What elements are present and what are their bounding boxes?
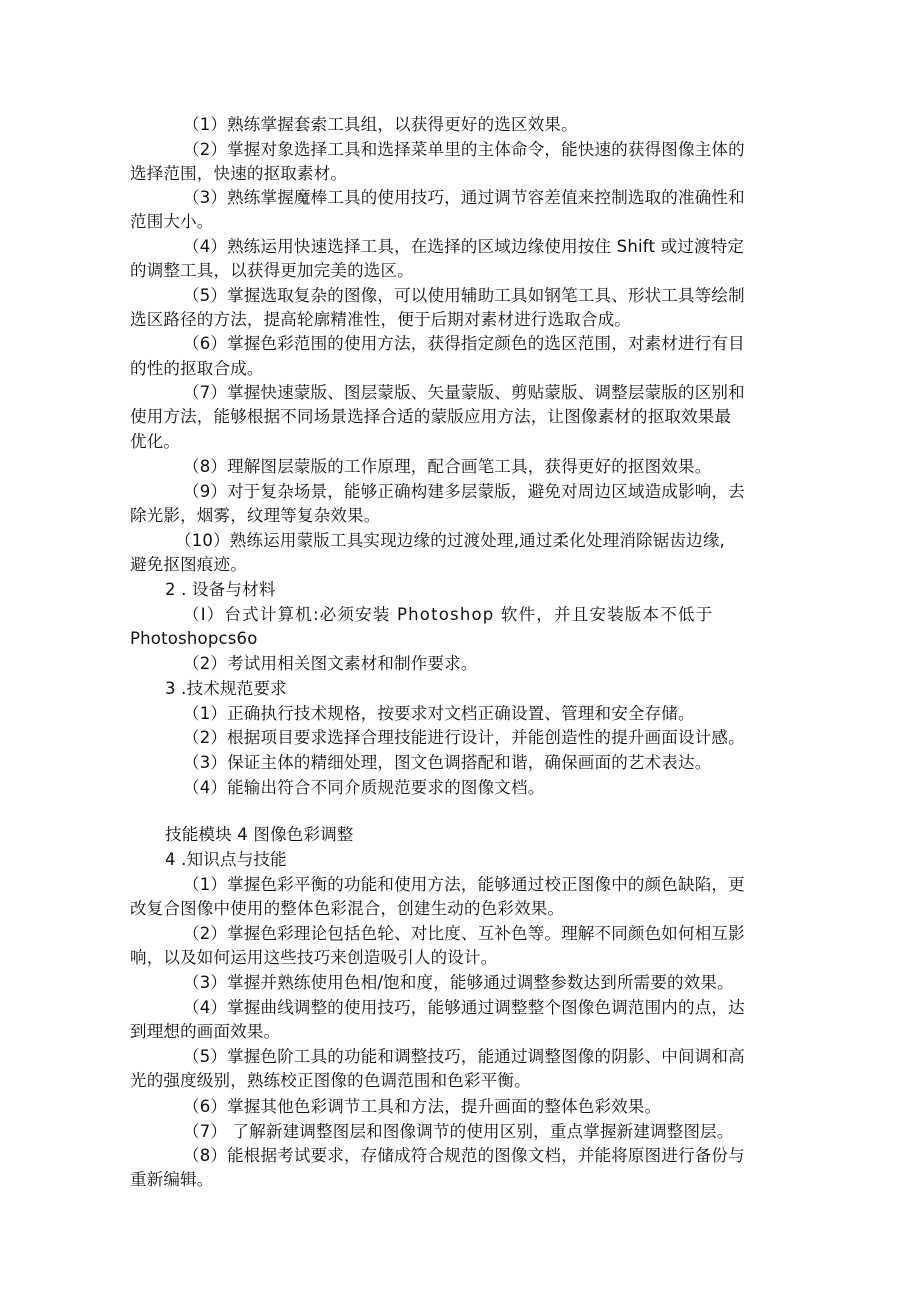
paragraph-line: 避免抠图痕迹。 bbox=[130, 555, 247, 574]
paragraph-line: （4）掌握曲线调整的使用技巧，能够通过调整整个图像色调范围内的点，达 bbox=[183, 998, 745, 1017]
paragraph-line: 选区路径的方法，提高轮廓精准性，便于后期对素材进行选取合成。 bbox=[130, 310, 631, 329]
paragraph-line: Photoshopcs6o bbox=[130, 629, 258, 648]
paragraph-line: 的调整工具，以获得更加完美的选区。 bbox=[130, 261, 414, 280]
paragraph-line: （7）掌握快速蒙版、图层蒙版、矢量蒙版、剪贴蒙版、调整层蒙版的区别和 bbox=[183, 383, 745, 402]
paragraph-line: （4）能输出符合不同介质规范要求的图像文档。 bbox=[183, 778, 545, 797]
paragraph-line: （2）掌握色彩理论包括色轮、对比度、互补色等。理解不同颜色如何相互影 bbox=[183, 924, 745, 943]
paragraph-line: 改复合图像中使用的整体色彩混合，创建生动的色彩效果。 bbox=[130, 899, 565, 918]
paragraph-line: 范围大小。 bbox=[130, 212, 214, 231]
paragraph-line: （7） 了解新建调整图层和图像调节的使用区别，重点掌握新建调整图层。 bbox=[183, 1122, 734, 1141]
paragraph-line: （3）掌握并熟练使用色相/饱和度，能够通过调整参数达到所需要的效果。 bbox=[183, 973, 734, 992]
paragraph-line: （6）掌握其他色彩调节工具和方法，提升画面的整体色彩效果。 bbox=[183, 1097, 662, 1116]
section-heading: 3 .技术规范要求 bbox=[165, 679, 287, 698]
paragraph-line: 的性的抠取合成。 bbox=[130, 359, 264, 378]
paragraph-line: 光的强度级别，熟练校正图像的色调范围和色彩平衡。 bbox=[130, 1071, 531, 1090]
paragraph-line: （2）根据项目要求选择合理技能进行设计，并能创造性的提升画面设计感。 bbox=[183, 728, 745, 747]
paragraph-line: （3）熟练掌握魔棒工具的使用技巧，通过调节容差值来控制选取的准确性和 bbox=[183, 188, 745, 207]
paragraph-line: 响，以及如何运用这些技巧来创造吸引人的设计。 bbox=[130, 948, 498, 967]
paragraph-line: 到理想的画面效果。 bbox=[130, 1022, 281, 1041]
module-title: 技能模块 4 图像色彩调整 bbox=[165, 825, 354, 844]
paragraph-line: 优化。 bbox=[130, 432, 181, 451]
paragraph-line: （10）熟练运用蒙版工具实现边缘的过渡处理,通过柔化处理消除锯齿边缘, bbox=[175, 531, 725, 550]
paragraph-line: （5）掌握色阶工具的功能和调整技巧，能通过调整图像的阴影、中间调和高 bbox=[183, 1047, 745, 1066]
paragraph-line: （4）熟练运用快速选择工具，在选择的区域边缘使用按住 Shift 或过渡特定 bbox=[183, 237, 745, 256]
paragraph-line: （9）对于复杂场景，能够正确构建多层蒙版，避免对周边区域造成影响，去 bbox=[183, 482, 745, 501]
paragraph-line: （2）考试用相关图文素材和制作要求。 bbox=[183, 654, 478, 673]
paragraph-line: （5）掌握选取复杂的图像，可以使用辅助工具如钢笔工具、形状工具等绘制 bbox=[183, 286, 745, 305]
paragraph-line: （8）能根据考试要求，存储成符合规范的图像文档，并能将原图进行备份与 bbox=[183, 1146, 745, 1165]
paragraph-line: （2）掌握对象选择工具和选择菜单里的主体命令，能快速的获得图像主体的 bbox=[183, 140, 745, 159]
paragraph-line: 使用方法，能够根据不同场景选择合适的蒙版应用方法，让图像素材的抠取效果最 bbox=[130, 407, 732, 426]
paragraph-line: 选择范围，快速的抠取素材。 bbox=[130, 164, 348, 183]
section-heading: 2 . 设备与材料 bbox=[165, 580, 276, 599]
paragraph-line: （3）保证主体的精细处理，图文色调搭配和谐，确保画面的艺术表达。 bbox=[183, 753, 712, 772]
paragraph-line: （6）掌握色彩范围的使用方法，获得指定颜色的选区范围，对素材进行有目 bbox=[183, 334, 745, 353]
paragraph-line: （8）理解图层蒙版的工作原理，配合画笔工具，获得更好的抠图效果。 bbox=[183, 457, 712, 476]
paragraph-line: （I）台式计算机:必须安装 Photoshop 软件，并且安装版本不低于 bbox=[183, 605, 714, 624]
section-heading: 4 .知识点与技能 bbox=[165, 850, 287, 869]
paragraph-line: （1）熟练掌握套索工具组，以获得更好的选区效果。 bbox=[183, 115, 578, 134]
paragraph-line: （1）正确执行技术规格，按要求对文档正确设置、管理和安全存储。 bbox=[183, 704, 695, 723]
paragraph-line: （1）掌握色彩平衡的功能和使用方法，能够通过校正图像中的颜色缺陷，更 bbox=[183, 875, 745, 894]
paragraph-line: 重新编辑。 bbox=[130, 1170, 214, 1189]
paragraph-line: 除光影，烟雾，纹理等复杂效果。 bbox=[130, 506, 381, 525]
